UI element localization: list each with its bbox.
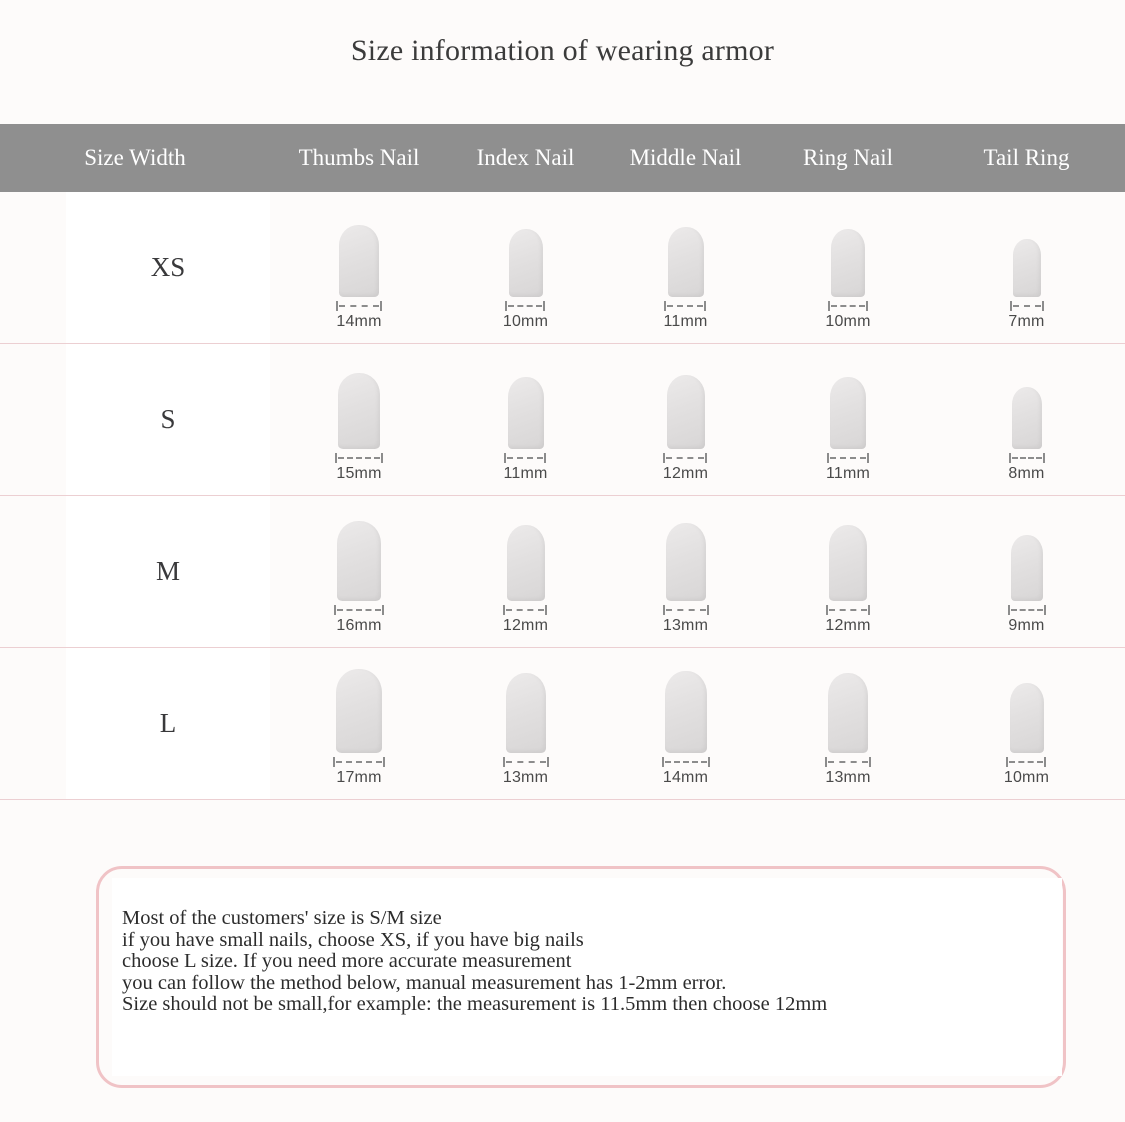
measure-tick-icon <box>335 453 383 463</box>
measurement-value: 11mm <box>503 465 548 482</box>
measurement <box>503 301 548 331</box>
nail-icon <box>507 525 545 601</box>
note-line-4: you can follow the method below, manual measurement has 1-2mm error. <box>122 971 727 994</box>
table-body <box>0 192 1125 800</box>
column-header-middle-nail: Middle Nail <box>629 145 742 170</box>
measurement-value: 12mm <box>825 617 871 634</box>
nail-icon <box>831 229 865 297</box>
column-header-size-width: Size Width <box>84 145 186 170</box>
measurement-value: 12mm <box>502 617 549 634</box>
measure-tick-icon <box>1010 301 1044 311</box>
measurement-value: 12mm <box>662 465 709 482</box>
note-line-1: Most of the customers' size is S/M size <box>122 907 442 929</box>
measure-tick-icon <box>827 453 869 463</box>
nail-icon <box>1010 683 1044 753</box>
measurement-value: 14mm <box>336 313 382 330</box>
nail-cell-middle <box>603 344 768 495</box>
nail-icon <box>1013 239 1041 297</box>
nail-icon <box>339 225 379 297</box>
nail-icon <box>667 375 705 449</box>
measurement <box>1008 605 1046 635</box>
measurement <box>825 605 870 635</box>
measurement-value: 7mm <box>1008 313 1045 330</box>
measure-tick-icon <box>663 453 707 463</box>
nail-icon <box>509 229 543 297</box>
table-header-row <box>0 124 1125 192</box>
nail-cell-thumbs <box>270 496 448 647</box>
column-header-thumbs-nail: Thumbs Nail <box>298 145 420 170</box>
measure-tick-icon <box>1006 757 1046 767</box>
measure-tick-icon <box>336 301 382 311</box>
measurement-value: 11mm <box>663 313 708 330</box>
measurement-value: 17mm <box>336 769 382 786</box>
measurement-value: 15mm <box>336 465 382 482</box>
nail-cells <box>270 648 1125 799</box>
measurement <box>503 605 548 635</box>
nail-cell-index <box>448 192 603 343</box>
measure-tick-icon <box>505 301 545 311</box>
measurement <box>825 757 871 787</box>
measurement <box>1004 757 1049 787</box>
nail-icon <box>336 669 382 753</box>
nail-icon <box>830 377 866 449</box>
nail-icon <box>337 521 381 601</box>
measurement <box>1008 301 1044 331</box>
measurement <box>336 301 382 331</box>
size-label-cell: XS <box>66 192 270 343</box>
measurement-value: 11mm <box>825 465 871 482</box>
table-row <box>0 496 1125 648</box>
note-line-3: choose L size. If you need more accurate measurement <box>122 950 572 972</box>
measurement-value: 10mm <box>502 313 549 330</box>
nail-cell-middle <box>603 192 768 343</box>
nail-icon <box>508 377 544 449</box>
measure-tick-icon <box>664 301 706 311</box>
nail-cell-index <box>448 344 603 495</box>
nail-cell-ring <box>768 344 928 495</box>
measurement-value: 9mm <box>1008 617 1045 634</box>
nail-cell-index <box>448 496 603 647</box>
measure-tick-icon <box>663 605 709 615</box>
measure-tick-icon <box>503 757 549 767</box>
nail-icon <box>828 673 868 753</box>
nail-cell-tail <box>928 648 1125 799</box>
column-header-index-nail: Index Nail <box>476 145 575 170</box>
measure-tick-icon <box>662 757 710 767</box>
measurement <box>503 757 549 787</box>
measurement <box>826 453 870 483</box>
measurement <box>334 605 384 635</box>
measurement-value: 10mm <box>1003 769 1050 786</box>
measurement-value: 14mm <box>662 769 709 786</box>
measurement <box>662 757 710 787</box>
measurement <box>663 453 708 483</box>
nail-icon <box>1012 387 1042 449</box>
column-header-tail-ring: Tail Ring <box>983 145 1070 170</box>
table-row <box>0 192 1125 344</box>
measure-tick-icon <box>828 301 868 311</box>
nail-cell-ring <box>768 648 928 799</box>
nail-cell-tail <box>928 344 1125 495</box>
nail-icon <box>668 227 704 297</box>
nail-cell-index <box>448 648 603 799</box>
measurement-value: 13mm <box>662 617 709 634</box>
measure-tick-icon <box>504 453 546 463</box>
size-label-cell: M <box>66 496 270 647</box>
measurement <box>663 605 709 635</box>
measurement <box>1008 453 1044 483</box>
measurement-value: 16mm <box>336 617 382 634</box>
nail-icon <box>666 523 706 601</box>
nail-icon <box>338 373 380 449</box>
measurement-value: 13mm <box>825 769 871 786</box>
nail-cell-thumbs <box>270 648 448 799</box>
nail-icon <box>1011 535 1043 601</box>
measurement <box>825 301 870 331</box>
measure-tick-icon <box>503 605 547 615</box>
note-text <box>122 908 1052 1016</box>
table-row <box>0 648 1125 800</box>
nail-cell-tail <box>928 496 1125 647</box>
nail-cell-thumbs <box>270 344 448 495</box>
nail-cell-tail <box>928 192 1125 343</box>
measurement-value: 13mm <box>502 769 549 786</box>
column-header-ring-nail: Ring Nail <box>802 145 894 170</box>
nail-icon <box>665 671 707 753</box>
measurement-value: 8mm <box>1008 465 1045 482</box>
nail-cell-middle <box>603 648 768 799</box>
measurement <box>335 453 383 483</box>
nail-cell-ring <box>768 496 928 647</box>
nail-icon <box>829 525 867 601</box>
note-line-5: Size should not be small,for example: the measurement is 11.5mm then choose 12mm <box>122 993 828 1015</box>
nail-cell-middle <box>603 496 768 647</box>
measure-tick-icon <box>1008 605 1046 615</box>
measurement <box>503 453 547 483</box>
page-title: Size information of wearing armor <box>350 34 775 67</box>
measurement <box>663 301 707 331</box>
measure-tick-icon <box>334 605 384 615</box>
measure-tick-icon <box>1009 453 1045 463</box>
measure-tick-icon <box>333 757 385 767</box>
nail-cells <box>270 192 1125 343</box>
size-label-cell: S <box>66 344 270 495</box>
measure-tick-icon <box>826 605 870 615</box>
measurement <box>333 757 385 787</box>
note-line-2: if you have small nails, choose XS, if you have big nails <box>122 928 584 951</box>
table-row <box>0 344 1125 496</box>
nail-cells <box>270 496 1125 647</box>
nail-cells <box>270 344 1125 495</box>
nail-cell-ring <box>768 192 928 343</box>
nail-cell-thumbs <box>270 192 448 343</box>
measurement-value: 10mm <box>825 313 871 330</box>
nail-icon <box>506 673 546 753</box>
size-label-cell: L <box>66 648 270 799</box>
measure-tick-icon <box>825 757 871 767</box>
